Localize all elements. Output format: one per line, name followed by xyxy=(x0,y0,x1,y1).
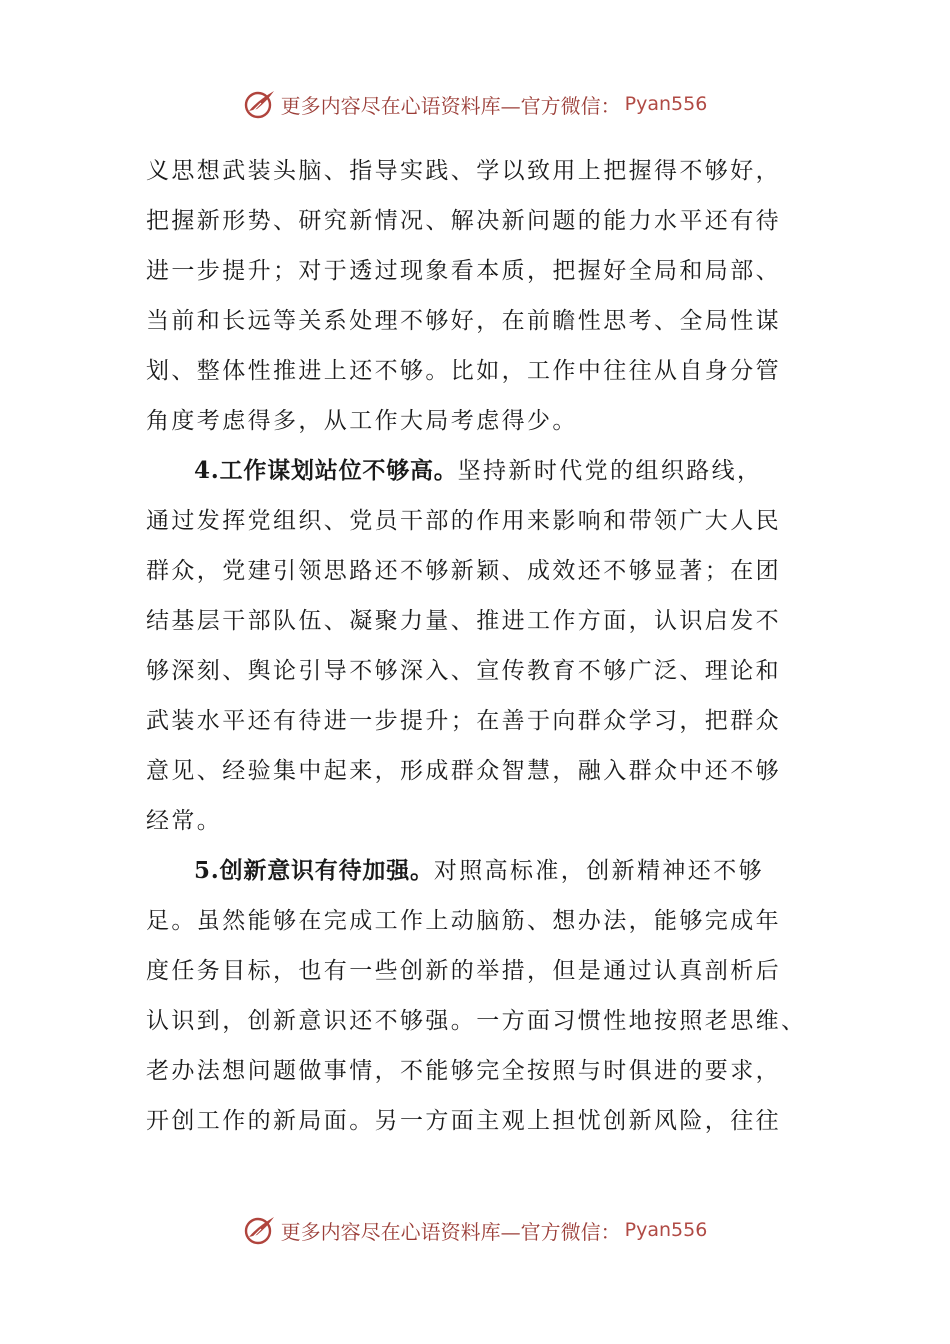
section-5-heading: 5.创新意识有待加强。 xyxy=(194,857,434,884)
section-4-lead-text: 坚持新时代党的组织路线， xyxy=(457,458,763,484)
section-4 xyxy=(146,446,806,846)
text-line: 进一步提升；对于透过现象看本质，把握好全局和局部、 xyxy=(146,258,781,284)
footer-watermark-banner xyxy=(0,1210,950,1250)
section-5-first-line xyxy=(146,846,806,896)
text-line: 老办法想问题做事情，不能够完全按照与时俱进的要求， xyxy=(146,1058,781,1084)
text-line: 够深刻、舆论引导不够深入、宣传教育不够广泛、理论和 xyxy=(146,658,781,684)
quill-logo-icon xyxy=(243,1213,277,1247)
document-body xyxy=(146,146,806,1146)
section-5-lead-text: 对照高标准，创新精神还不够 xyxy=(433,858,765,884)
text-line: 把握新形势、研究新情况、解决新问题的能力水平还有待 xyxy=(146,208,781,234)
text-line: 意见、经验集中起来，形成群众智慧，融入群众中还不够 xyxy=(146,758,781,784)
banner-contact-id: Pyan556 xyxy=(624,93,708,115)
text-line: 当前和长远等关系处理不够好，在前瞻性思考、全局性谋 xyxy=(146,308,781,334)
text-line: 划、整体性推进上还不够。比如，工作中往往从自身分管 xyxy=(146,358,781,384)
text-line: 武装水平还有待进一步提升；在善于向群众学习，把群众 xyxy=(146,708,781,734)
text-line: 认识到，创新意识还不够强。一方面习惯性地按照老思维、 xyxy=(146,1008,807,1034)
section-5 xyxy=(146,846,806,1146)
text-line: 开创工作的新局面。另一方面主观上担忧创新风险，往往 xyxy=(146,1108,781,1134)
paragraph-1 xyxy=(146,146,806,446)
text-line: 经常。 xyxy=(146,808,223,834)
header-watermark-banner xyxy=(0,84,950,124)
text-line: 足。虽然能够在完成工作上动脑筋、想办法，能够完成年 xyxy=(146,908,781,934)
text-line: 角度考虑得多，从工作大局考虑得少。 xyxy=(146,408,578,434)
text-line: 群众，党建引领思路还不够新颖、成效还不够显著；在团 xyxy=(146,558,781,584)
quill-logo-icon xyxy=(243,87,277,121)
text-line: 义思想武装头脑、指导实践、学以致用上把握得不够好， xyxy=(146,158,781,184)
banner-text: 更多内容尽在心语资料库—官方微信： xyxy=(280,1219,621,1244)
section-4-first-line xyxy=(146,446,806,496)
text-line: 通过发挥党组织、党员干部的作用来影响和带领广大人民 xyxy=(146,508,781,534)
text-line: 结基层干部队伍、凝聚力量、推进工作方面，认识启发不 xyxy=(146,608,781,634)
banner-text: 更多内容尽在心语资料库—官方微信： xyxy=(280,93,621,118)
banner-contact-id: Pyan556 xyxy=(624,1219,708,1241)
text-line: 度任务目标，也有一些创新的举措，但是通过认真剖析后 xyxy=(146,958,781,984)
section-4-heading: 4.工作谋划站位不够高。 xyxy=(194,457,458,484)
